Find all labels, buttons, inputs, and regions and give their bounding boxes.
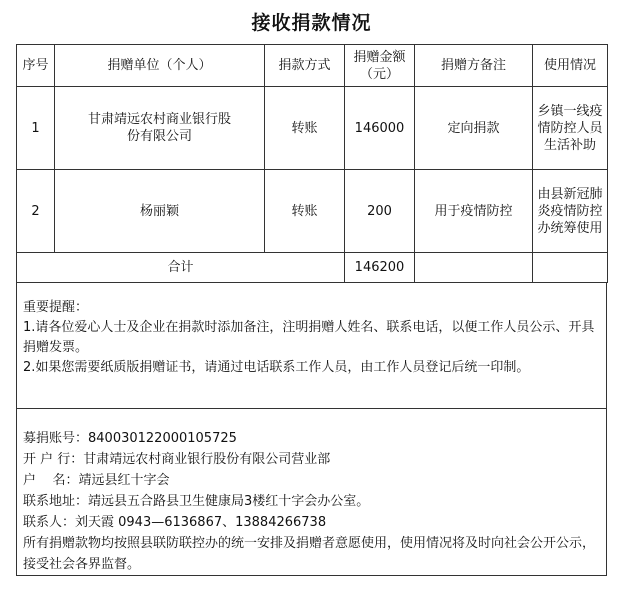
header-amount: 捐赠金额（元） [345, 45, 415, 87]
account-section [23, 428, 601, 575]
row-donor: 甘肃靖远农村商业银行股份有限公司 [55, 87, 265, 170]
total-amount: 146200 [345, 253, 415, 283]
usage-statement: 所有捐赠款物均按照县联防联控办的统一安排及捐赠者意愿使用，使用情况将及时向社会公开公示，接受社会各界监督。 [23, 536, 596, 572]
total-usage-empty [533, 253, 608, 283]
row-note: 用于疫情防控 [415, 170, 533, 253]
header-no: 序号 [17, 45, 55, 87]
account-number: 募捐账号：840030122000105725 [23, 431, 237, 446]
contact-person: 联系人：刘天霞 0943—6136867、13884266738 [23, 515, 327, 530]
row-usage: 由县新冠肺炎疫情防控办统筹使用 [533, 170, 608, 253]
header-method: 捐款方式 [265, 45, 345, 87]
header-donor: 捐赠单位（个人） [55, 45, 265, 87]
row-method: 转账 [265, 170, 345, 253]
row-no: 2 [17, 170, 55, 253]
header-note: 捐赠方备注 [415, 45, 533, 87]
account-bank: 开 户 行：甘肃靖远农村商业银行股份有限公司营业部 [23, 452, 331, 467]
notice-item: 2.如果您需要纸质版捐赠证书，请通过电话联系工作人员，由工作人员登记后统一印制。 [23, 360, 530, 375]
contact-address: 联系地址：靖远县五合路县卫生健康局3楼红十字会办公室。 [23, 494, 370, 509]
notice-item: 1.请各位爱心人士及企业在捐款时添加备注，注明捐赠人姓名、联系电话，以便工作人员公示、开具捐赠发票。 [23, 320, 595, 355]
row-no: 1 [17, 87, 55, 170]
account-name: 户 名：靖远县红十字会 [23, 473, 170, 488]
notice-section [23, 298, 601, 378]
row-usage: 乡镇一线疫情防控人员生活补助 [533, 87, 608, 170]
total-row [17, 253, 608, 283]
page-title: 接收捐款情况 [251, 12, 372, 34]
total-note-empty [415, 253, 533, 283]
donation-table [16, 44, 608, 283]
row-donor: 杨丽颖 [55, 170, 265, 253]
total-label: 合计 [17, 253, 345, 283]
notice-box [16, 283, 607, 576]
row-method: 转账 [265, 87, 345, 170]
header-usage: 使用情况 [533, 45, 608, 87]
row-amount: 146000 [345, 87, 415, 170]
table-row [17, 87, 608, 170]
notice-heading: 重要提醒： [23, 300, 89, 315]
table-header-row [17, 45, 608, 87]
row-note: 定向捐款 [415, 87, 533, 170]
row-amount: 200 [345, 170, 415, 253]
divider [17, 408, 606, 409]
table-row [17, 170, 608, 253]
